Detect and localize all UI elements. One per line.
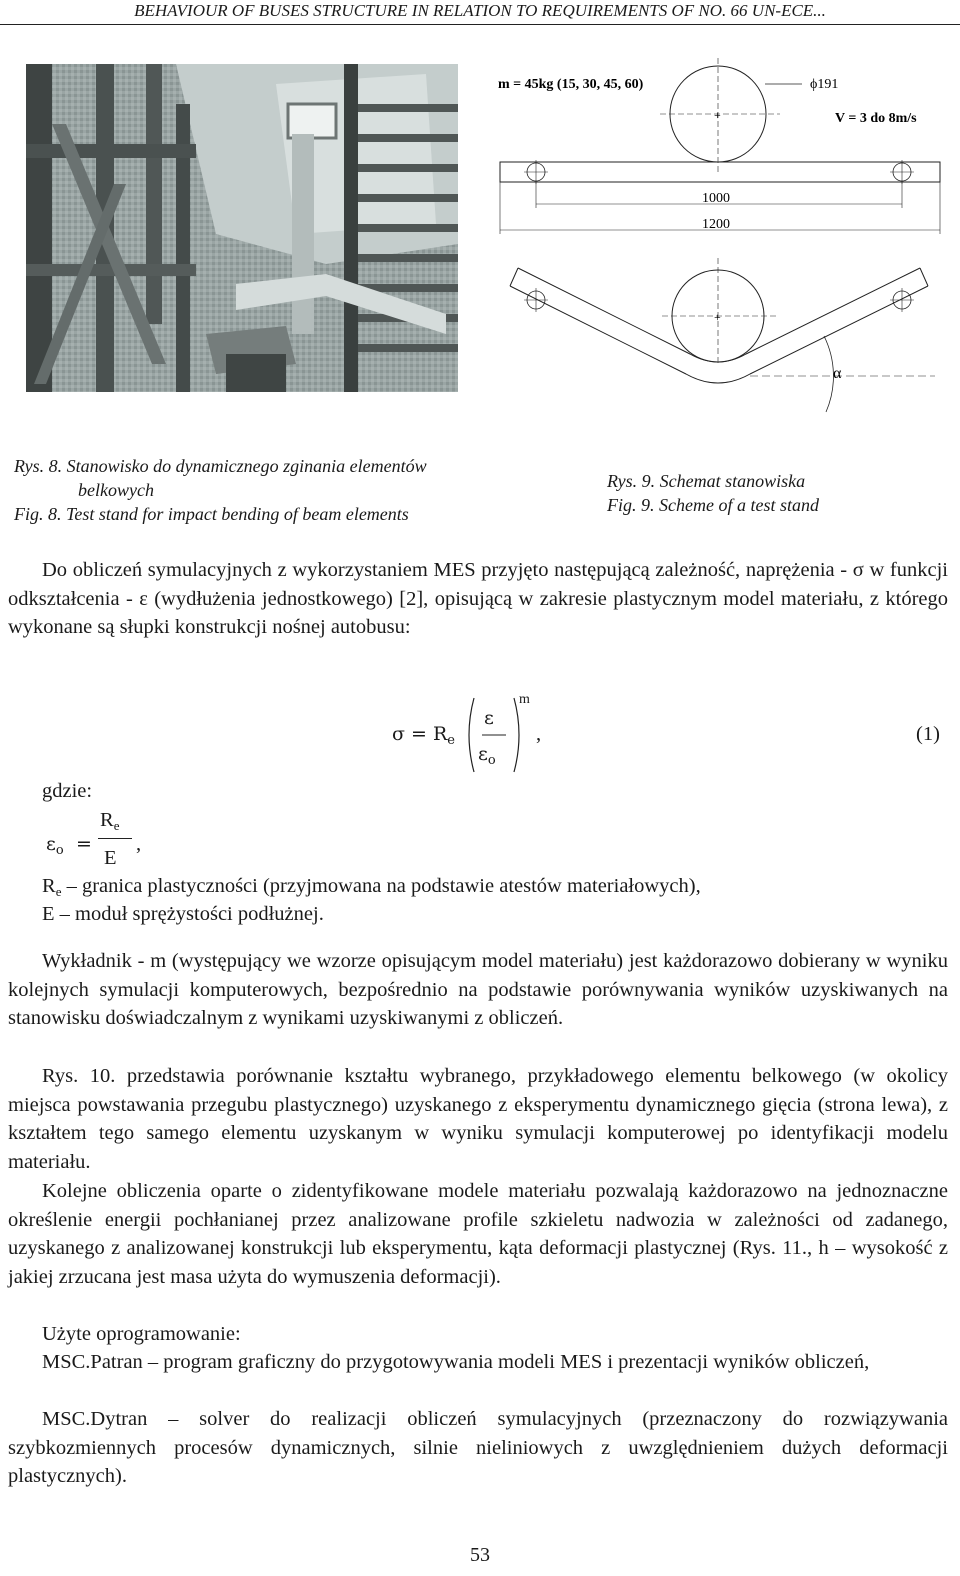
test-stand-photo <box>26 64 458 392</box>
paragraph-4: Kolejne obliczenia oparte o zidentyfikowane modele materiału pozwalają każdorazowo na jednoznaczne określenie energii pochłanianej przez analizowane profile szkieletu nadwozia w zależności od zadanego, uzyskanego z analizowanej konstrukcji lub eksperymentu, kąta deformacji plastycznej (Rys. 11., h – wysokość z jakiej zrzucana jest masa użyta do wymuszenia deformacji). <box>8 1180 948 1288</box>
definition-e: E – moduł sprężystości podłużnej. <box>42 903 324 925</box>
running-header: BEHAVIOUR OF BUSES STRUCTURE IN RELATION TO REQUIREMENTS OF NO. 66 UN-ECE... <box>0 0 960 25</box>
svg-text:+: + <box>714 310 721 324</box>
dim-outer: 1200 <box>702 217 730 232</box>
page-number: 53 <box>470 1544 490 1566</box>
straight-beam <box>500 162 940 182</box>
figure9-caption-en: Fig. 9. Scheme of a test stand <box>607 495 819 515</box>
diameter-label: ϕ191 <box>810 77 839 92</box>
paragraph-2: Wykładnik - m (występujący we wzorze opisującym model materiału) jest każdorazowo dobierany w wyniku kolejnych symulacji komputerowych, bezpośrednio na podstawie porównywania wyników uzyskiwanych na stanowisku doświadczalnym z wynikami uzyskiwanymi z obliczeń. <box>8 950 948 1030</box>
test-stand-scheme <box>490 58 960 430</box>
dim-inner: 1000 <box>702 191 730 206</box>
bent-beam <box>510 268 928 383</box>
equation-label: (1) <box>916 723 940 745</box>
figure8-caption-en: Fig. 8. Test stand for impact bending of beam elements <box>14 504 409 524</box>
paragraph-1: Do obliczeń symulacyjnych z wykorzystaniem MES przyjęto następującą zależność, naprężenia - σ w funkcji odkształcenia - ε (wydłużenia jednostkowego) [2], opisującą w zakresie plastycznym model materiału, z którego wykonane są słupki konstrukcji nośnej autobusu: <box>8 559 948 639</box>
definition-re: Re – granica plastyczności (przyjmowana na podstawie atestów materiałowych), <box>42 875 701 899</box>
figure8-caption-pl-2: belkowych <box>78 480 154 500</box>
svg-text:+: + <box>714 108 721 122</box>
paragraph-3: Rys. 10. przedstawia porównanie kształtu wybranego, przykładowego elementu belkowego (w okolicy miejsca powstawania przegubu plastycznego) uzyskanego z eksperymentu dynamicznego gięcia (strona lewa), z kształtem tego samego elementu uzyskanym w wyniku symulacji komputerowej po identyfikacji modelu materiału. <box>8 1065 948 1173</box>
angle-label: α <box>833 365 842 382</box>
velocity-label: V = 3 do 8m/s <box>835 111 917 126</box>
mass-label: m = 45kg (15, 30, 45, 60) <box>498 77 644 92</box>
paragraph-5: Użyte oprogramowanie: <box>42 1323 241 1345</box>
paragraph-7: MSC.Dytran – solver do realizacji obliczeń symulacyjnych (przeznaczony do rozwiązywania szybkozmiennych procesów dynamicznych, silnie nieliniowych z uwzględnieniem dużych deformacji plastycznych). <box>8 1408 948 1488</box>
figure9-caption-pl: Rys. 9. Schemat stanowiska <box>607 471 806 491</box>
figure8-caption-pl-1: Rys. 8. Stanowisko do dynamicznego zginania elementów <box>14 456 427 476</box>
gdzie-label: gdzie: <box>42 780 93 802</box>
paragraph-6: MSC.Patran – program graficzny do przygotowywania modeli MES i prezentacji wyników obliczeń, <box>42 1351 870 1373</box>
